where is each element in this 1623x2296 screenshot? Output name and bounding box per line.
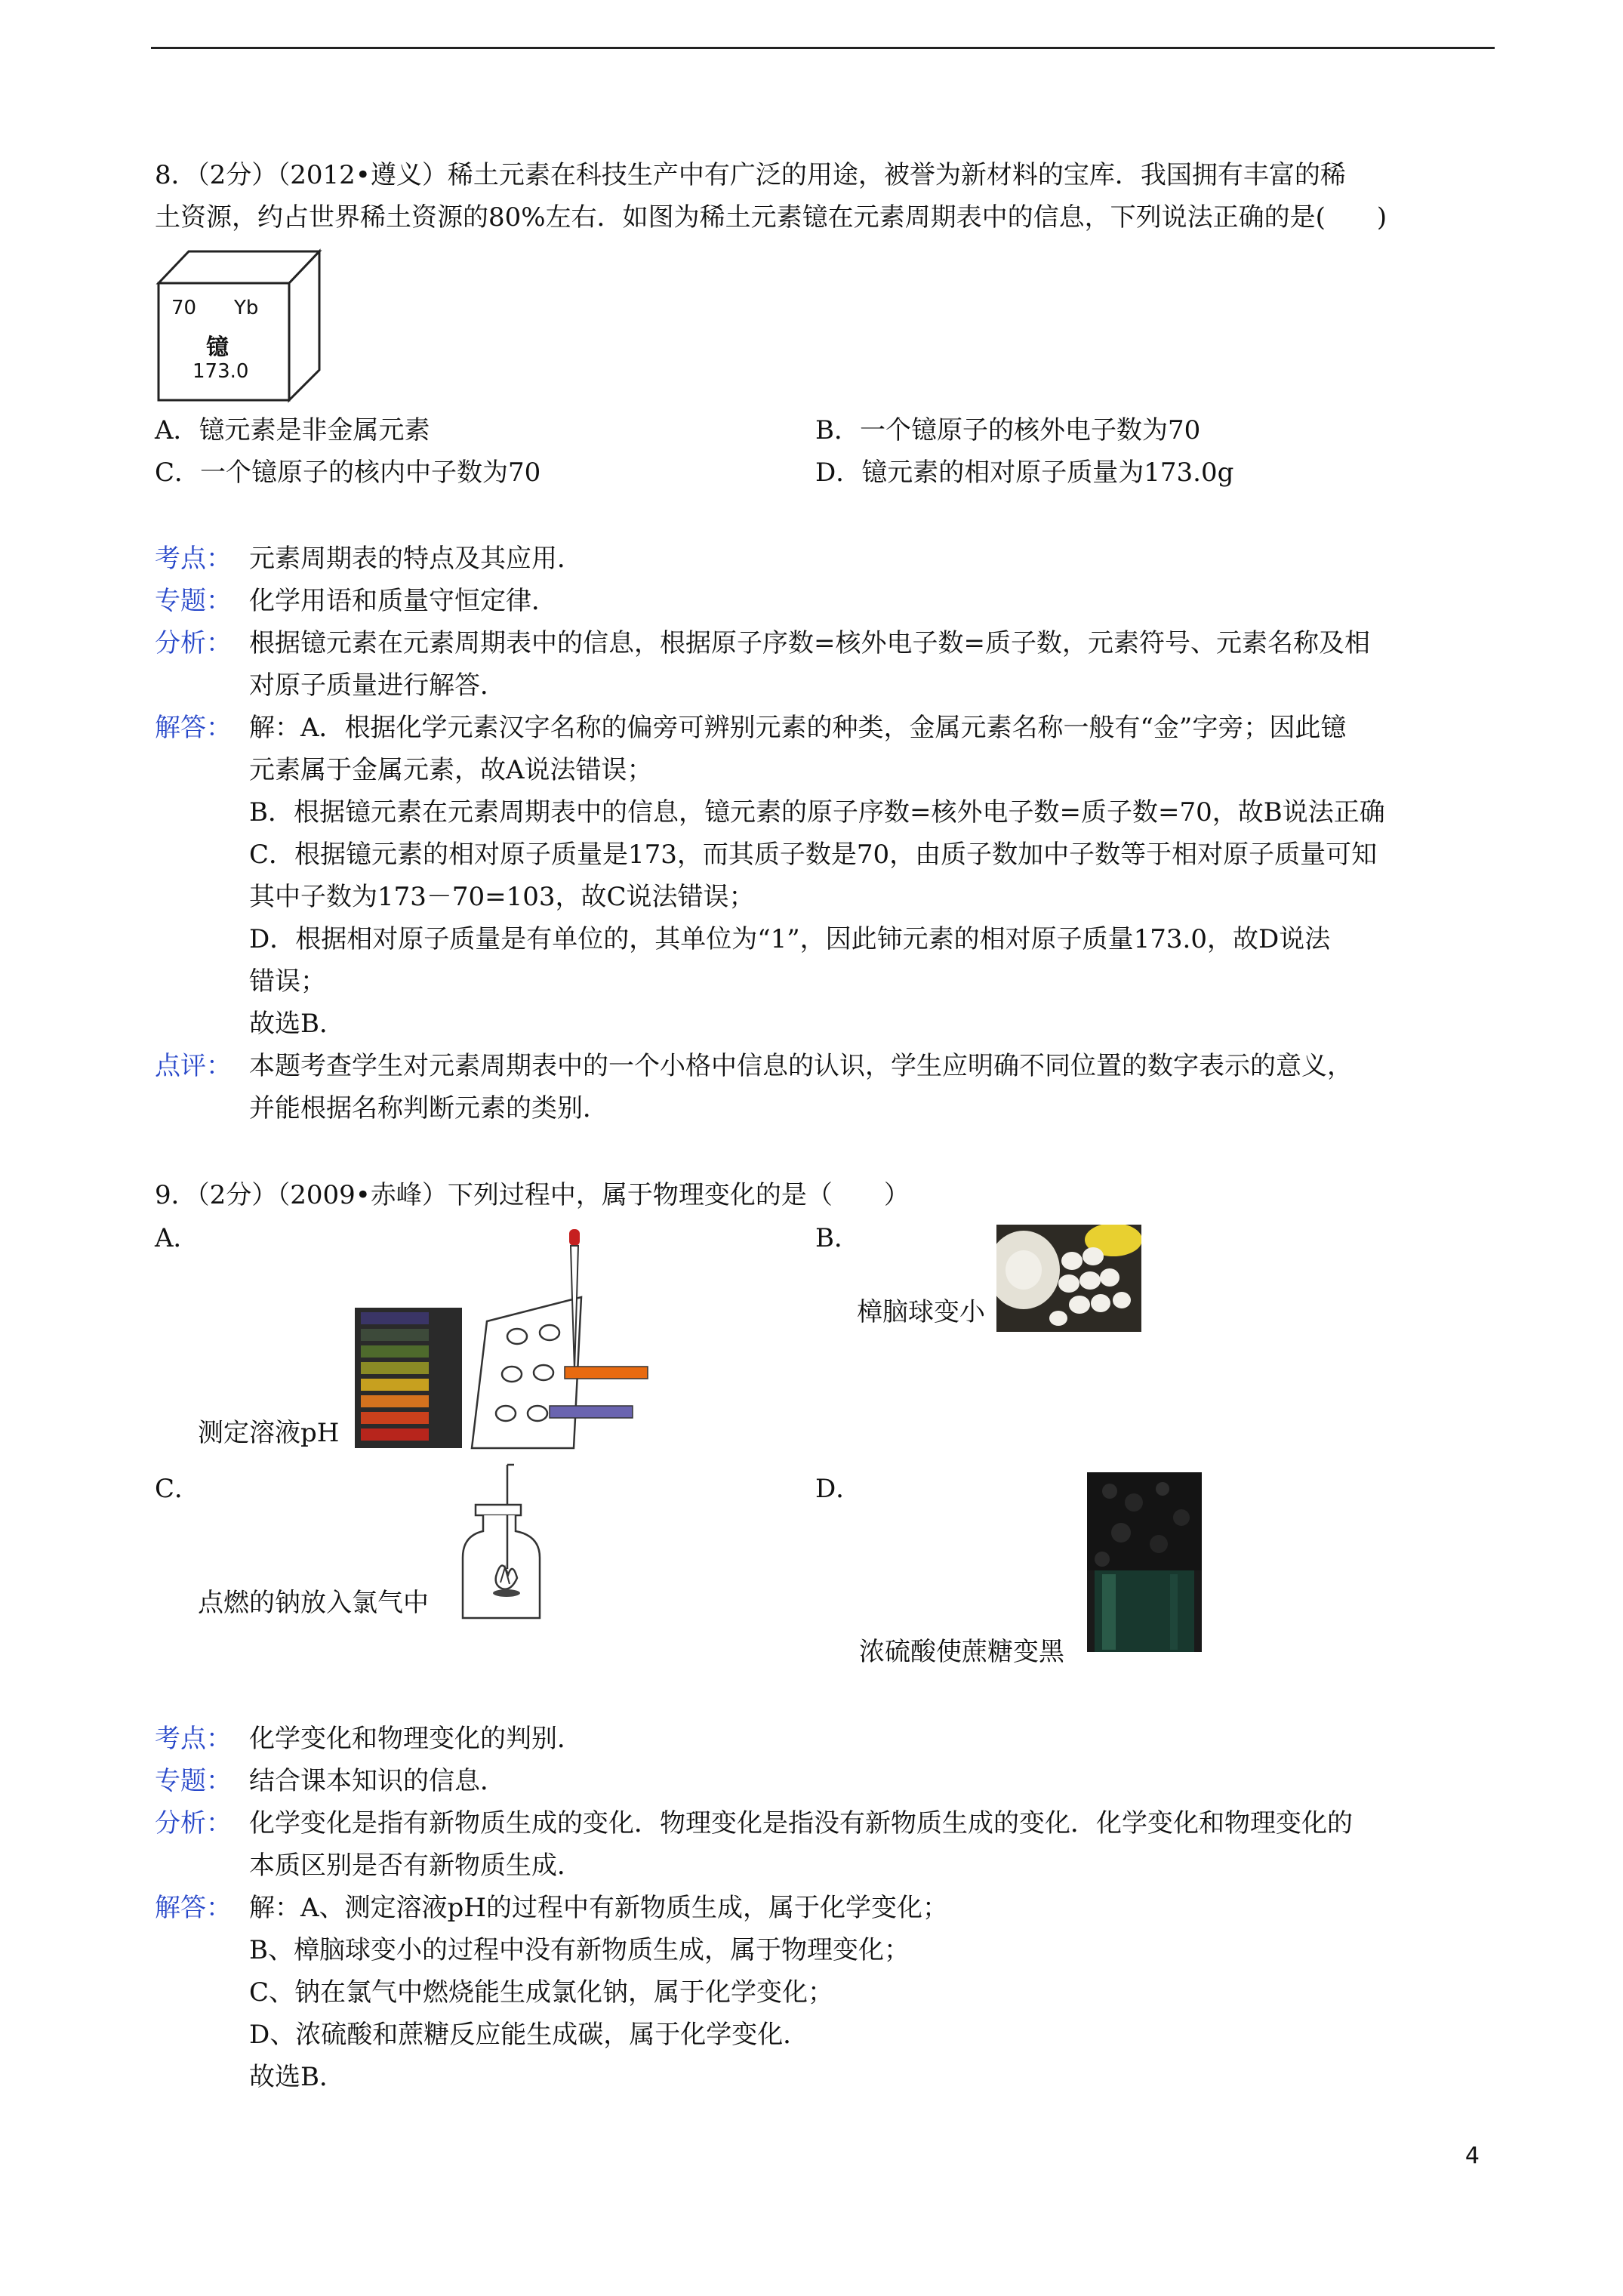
q9-jieda-line: B、樟脑球变小的过程中没有新物质生成，属于物理变化； <box>249 1935 910 1965</box>
q8-fenxi-line2: 对原子质量进行解答． <box>249 670 506 701</box>
q8-dianping-line1: 本题考查学生对元素周期表中的一个小格中信息的认识，学生应明确不同位置的数字表示的意义， <box>249 1051 1353 1081</box>
element-box-figure <box>155 245 325 404</box>
q8-jieda-line: 元素属于金属元素，故A说法错误； <box>249 755 653 785</box>
q8-jieda-line: 解：A．根据化学元素汉字名称的偏旁可辨别元素的种类，金属元素名称一般有“金”字旁；因此镱 <box>249 713 1347 743</box>
q9-option-a-caption: 测定溶液pH <box>198 1418 340 1448</box>
q8-option-b: B．一个镱原子的核外电子数为70 <box>815 415 1201 445</box>
q8-jieda-line: B．根据镱元素在元素周期表中的信息，镱元素的原子序数=核外电子数=质子数=70，故B说法正确 <box>249 797 1385 827</box>
q8-fenxi-line1: 根据镱元素在元素周期表中的信息，根据原子序数=核外电子数=质子数，元素符号、元素名称及相 <box>249 628 1370 658</box>
q8-jieda-line: D．根据相对原子质量是有单位的，其单位为“1”，因此铈元素的相对原子质量173.0，故D说法 <box>249 924 1331 954</box>
q8-stem-line2: 土资源，约占世界稀土资源的80%左右．如图为稀土元素镱在元素周期表中的信息，下列说法正确的是( ) <box>155 202 1387 233</box>
sodium-chlorine-figure <box>457 1463 547 1626</box>
q9-jieda-line: C、钠在氯气中燃烧能生成氯化钠，属于化学变化； <box>249 1977 834 2008</box>
q9-option-c-letter: C． <box>155 1474 201 1504</box>
q9-option-d-letter: D． <box>815 1474 862 1504</box>
q8-jieda-line: 其中子数为173－70=103，故C说法错误； <box>249 882 755 912</box>
q8-zhuanti-label: 专题： <box>155 586 232 616</box>
q9-option-c-caption: 点燃的钠放入氯气中 <box>198 1588 429 1618</box>
q8-fenxi-label: 分析： <box>155 628 232 658</box>
q9-jieda-line: 解：A、测定溶液pH的过程中有新物质生成，属于化学变化； <box>249 1893 948 1923</box>
q9-fenxi-label: 分析： <box>155 1808 232 1838</box>
q8-kaodian-label: 考点： <box>155 544 232 574</box>
q9-fenxi-line1: 化学变化是指有新物质生成的变化．物理变化是指没有新物质生成的变化．化学变化和物理变化的 <box>249 1808 1353 1838</box>
q8-option-c: C．一个镱原子的核内中子数为70 <box>155 458 541 488</box>
sugar-charring-photo <box>1087 1472 1202 1652</box>
q8-jieda-label: 解答： <box>155 713 232 743</box>
q8-jieda-line: C．根据镱元素的相对原子质量是173，而其质子数是70，由质子数加中子数等于相对原子质量可知 <box>249 840 1378 870</box>
q9-zhuanti-label: 专题： <box>155 1766 232 1796</box>
q9-zhuanti: 结合课本知识的信息． <box>249 1766 506 1796</box>
q8-kaodian: 元素周期表的特点及其应用． <box>249 544 583 574</box>
camphor-ball-photo <box>996 1225 1141 1332</box>
element-name: 镱 <box>206 334 229 361</box>
q8-option-a: A．镱元素是非金属元素 <box>155 415 430 445</box>
q9-option-d-caption: 浓硫酸使蔗糖变黑 <box>859 1637 1064 1667</box>
q9-kaodian: 化学变化和物理变化的判别． <box>249 1724 583 1754</box>
q9-stem: 9．（2分）（2009•赤峰）下列过程中，属于物理变化的是（ ） <box>155 1180 910 1210</box>
q9-option-b-caption: 樟脑球变小 <box>857 1297 985 1327</box>
q8-dianping-label: 点评： <box>155 1051 232 1081</box>
header-rule <box>151 47 1495 49</box>
ph-test-figure <box>355 1223 649 1450</box>
element-mass: 173.0 <box>192 360 249 383</box>
q9-jieda-line: 故选B． <box>249 2062 345 2092</box>
q8-option-d: D．镱元素的相对原子质量为173.0g <box>815 458 1234 488</box>
q9-jieda-line: D、浓硫酸和蔗糖反应能生成碳，属于化学变化． <box>249 2020 809 2050</box>
page-number: 4 <box>1464 2143 1480 2169</box>
element-symbol: Yb <box>234 297 259 319</box>
q8-jieda-line: 故选B． <box>249 1009 345 1039</box>
q8-zhuanti: 化学用语和质量守恒定律． <box>249 586 557 616</box>
q9-option-b-letter: B． <box>815 1223 860 1253</box>
q9-fenxi-line2: 本质区别是否有新物质生成． <box>249 1851 583 1881</box>
q9-kaodian-label: 考点： <box>155 1724 232 1754</box>
q8-stem-line1: 8．（2分）（2012•遵义）稀土元素在科技生产中有广泛的用途，被誉为新材料的宝库．我国拥有丰富的稀 <box>155 160 1346 190</box>
element-number: 70 <box>171 297 197 319</box>
q9-jieda-label: 解答： <box>155 1893 232 1923</box>
q8-jieda-line: 错误； <box>249 966 326 997</box>
q9-option-a-letter: A． <box>155 1223 199 1253</box>
q8-dianping-line2: 并能根据名称判断元素的类别． <box>249 1093 608 1123</box>
